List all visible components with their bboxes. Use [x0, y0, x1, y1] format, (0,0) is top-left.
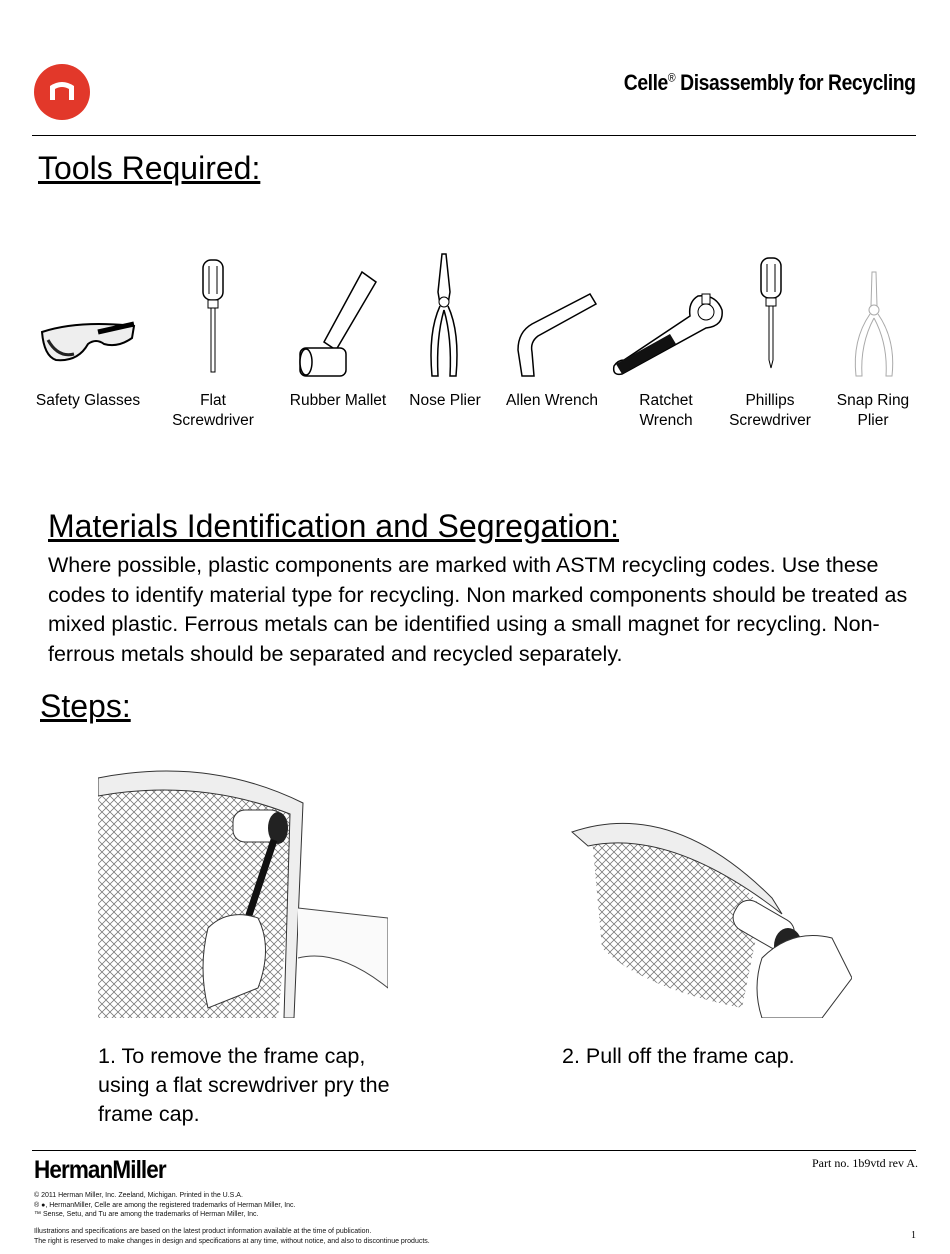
phillips-screwdriver-icon: [754, 256, 788, 372]
page-number: 1: [911, 1230, 916, 1241]
registered-trademarks-line: ® ●, HermanMiller, Celle are among the registered trademarks of Herman Miller, Inc.: [34, 1201, 296, 1209]
step-2-illustration: [562, 748, 852, 1018]
disclaimer: [34, 1227, 430, 1246]
rubber-mallet-icon: [296, 270, 382, 380]
tool-label-nose-plier: Nose Plier: [409, 392, 481, 409]
disclaimer-line-2: The right is reserved to make changes in design and specifications at any time, without notice, and also to discontinue products.: [34, 1237, 430, 1245]
legal-notice: [34, 1191, 295, 1220]
tool-label-flat-screwdriver: Flat Screwdriver: [172, 392, 254, 429]
copyright-line: © 2011 Herman Miller, Inc. Zeeland, Michigan. Printed in the U.S.A.: [34, 1192, 243, 1199]
tool-label-allen-wrench: Allen Wrench: [506, 392, 598, 409]
document-title: Celle® Disassembly for Recycling: [624, 70, 916, 95]
disclaimer-line-1: Illustrations and specifications are based on the latest product information available at the time of publication.: [34, 1228, 372, 1235]
herman-miller-wordmark: HermanMiller: [34, 1156, 166, 1184]
flat-screwdriver-icon: [196, 258, 230, 376]
step-2-caption: 2. Pull off the frame cap.: [562, 1044, 795, 1068]
allen-wrench-icon: [512, 290, 598, 380]
tool-label-rubber-mallet: Rubber Mallet: [289, 392, 387, 409]
tool-label-snap-ring-plier: Snap Ring Plier: [836, 392, 910, 429]
tools-heading: Tools Required:: [38, 150, 261, 186]
part-number: Part no. 1b9vtd rev A.: [812, 1156, 918, 1170]
tool-label-safety-glasses: Safety Glasses: [35, 392, 141, 409]
materials-heading: Materials Identification and Segregation:: [48, 508, 620, 544]
tool-label-phillips-screwdriver: Phillips Screwdriver: [729, 392, 811, 429]
ratchet-wrench-icon: [610, 290, 726, 380]
snap-ring-plier-icon: [850, 270, 898, 380]
materials-body: Where possible, plastic components are marked with ASTM recycling codes. Use these codes to identify material type for recycling. Non marked components should be treated as mixed plastic. Ferrous metals can be identified using a small magnet for recycling. Non-ferrous metals should be separated and recycled separately.: [48, 553, 908, 666]
step-1-illustration: [98, 748, 388, 1018]
nose-plier-icon: [424, 252, 464, 380]
safety-glasses-icon: [38, 318, 138, 374]
steps-heading: Steps:: [40, 688, 131, 724]
trademarks-line: ™ Sense, Setu, and Tu are among the trademarks of Herman Miller, Inc.: [34, 1211, 259, 1218]
herman-miller-logo-icon: [34, 64, 90, 120]
footer-divider: [32, 1150, 916, 1151]
step-1-caption: 1. To remove the frame cap, using a flat screwdriver pry the frame cap.: [98, 1044, 390, 1126]
tool-label-ratchet-wrench: Ratchet Wrench: [639, 392, 693, 429]
header-divider: [32, 135, 916, 136]
